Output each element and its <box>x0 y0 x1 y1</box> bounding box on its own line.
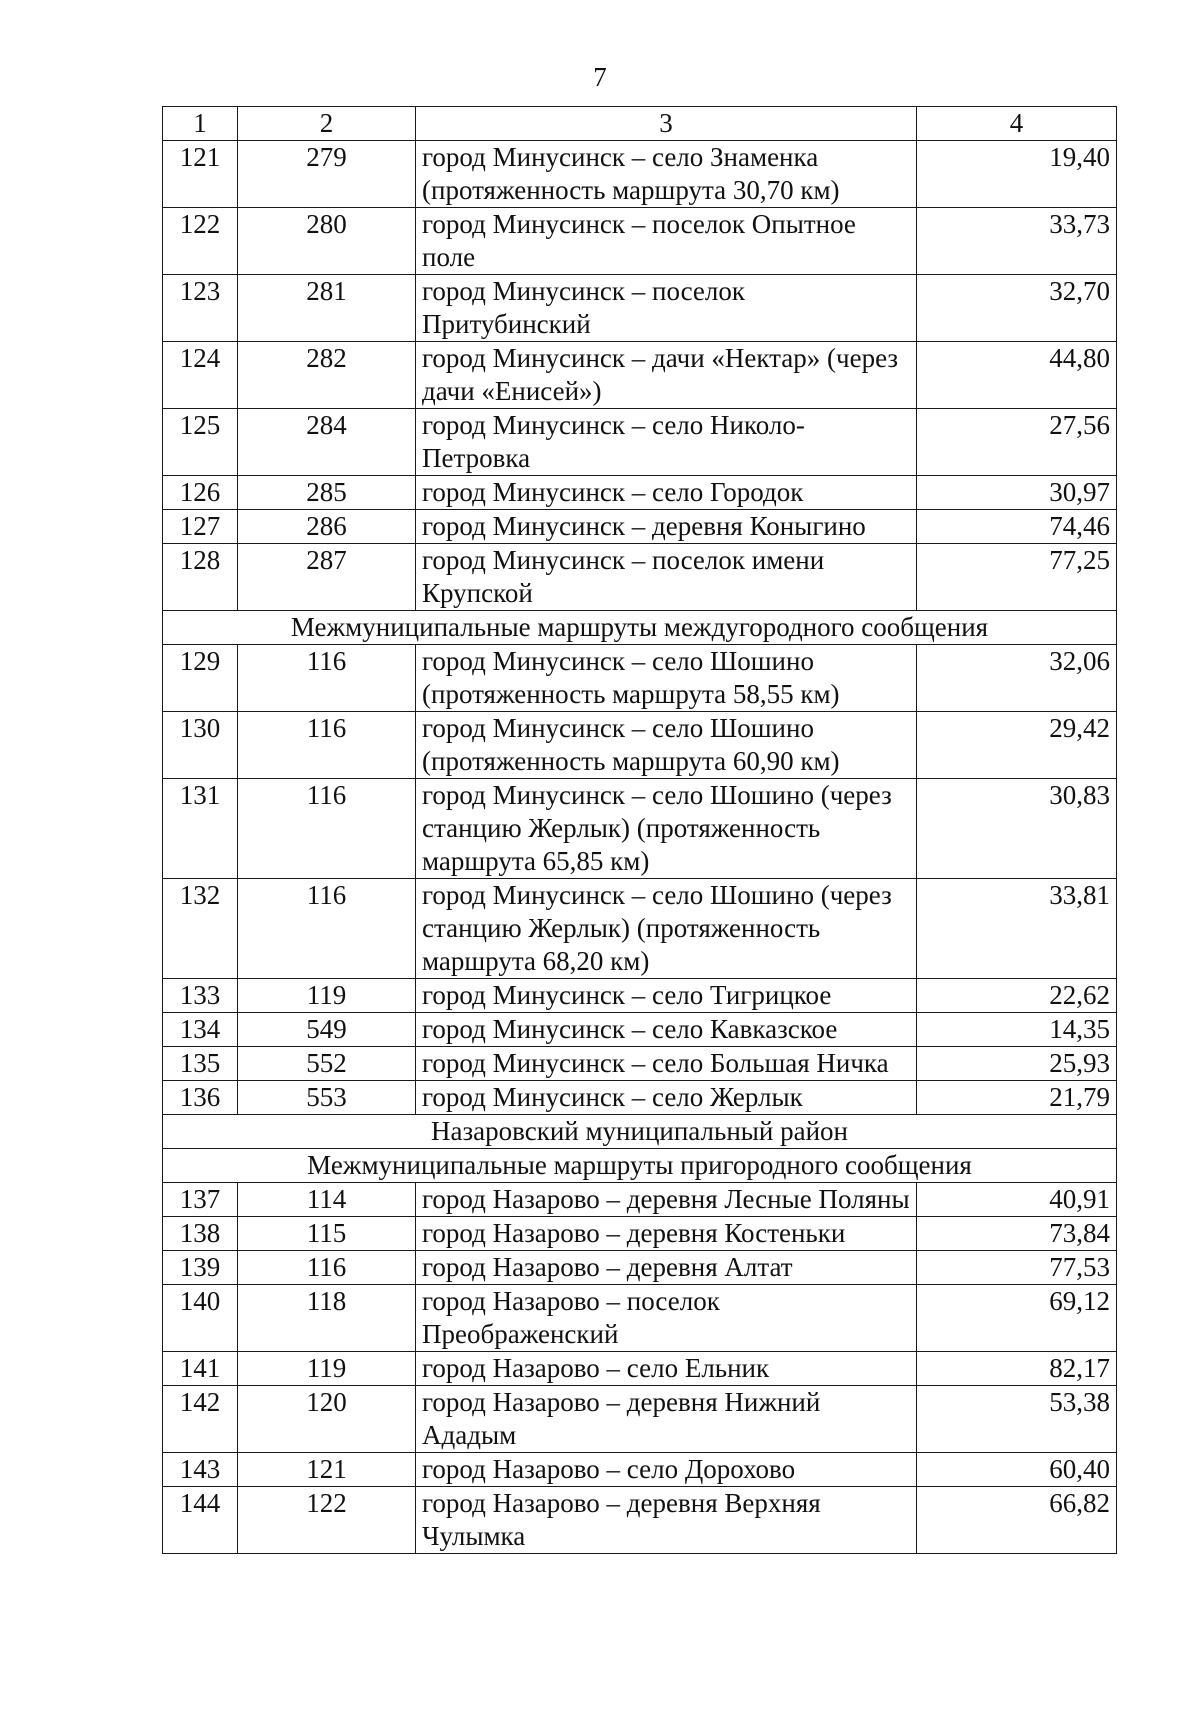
route-name-cell: город Минусинск – село Жерлык <box>416 1081 917 1115</box>
table-row <box>163 544 1117 611</box>
section-title: Межмуниципальные маршруты пригородного сообщения <box>163 1149 1117 1183</box>
route-name-cell: город Минусинск – село Кавказское <box>416 1013 917 1047</box>
route-code-cell: 119 <box>238 979 416 1013</box>
route-name-cell: город Минусинск – село Знаменка (протяженность маршрута 30,70 км) <box>416 141 917 208</box>
route-name-cell: город Назарово – деревня Алтат <box>416 1251 917 1285</box>
route-name-cell: город Минусинск – поселок имени Крупской <box>416 544 917 611</box>
table-row <box>163 1352 1117 1386</box>
table-row <box>163 510 1117 544</box>
table-row <box>163 1081 1117 1115</box>
row-number-cell: 122 <box>163 208 238 275</box>
route-code-cell: 121 <box>238 1453 416 1487</box>
row-number-cell: 141 <box>163 1352 238 1386</box>
route-value-cell: 73,84 <box>917 1217 1117 1251</box>
row-number-cell: 138 <box>163 1217 238 1251</box>
route-value-cell: 77,53 <box>917 1251 1117 1285</box>
table-row <box>163 645 1117 712</box>
table-row <box>163 1251 1117 1285</box>
route-value-cell: 22,62 <box>917 979 1117 1013</box>
route-code-cell: 118 <box>238 1285 416 1352</box>
routes-table <box>162 106 1117 1554</box>
header-cell-1: 1 <box>163 107 238 141</box>
row-number-cell: 133 <box>163 979 238 1013</box>
route-value-cell: 30,97 <box>917 476 1117 510</box>
route-code-cell: 284 <box>238 409 416 476</box>
row-number-cell: 127 <box>163 510 238 544</box>
route-name-cell: город Минусинск – село Шошино (через станцию Жерлык) (протяженность маршрута 68,20 км) <box>416 879 917 979</box>
table-row <box>163 1013 1117 1047</box>
route-code-cell: 114 <box>238 1183 416 1217</box>
route-code-cell: 287 <box>238 544 416 611</box>
route-value-cell: 14,35 <box>917 1013 1117 1047</box>
route-value-cell: 33,81 <box>917 879 1117 979</box>
route-name-cell: город Назарово – поселок Преображенский <box>416 1285 917 1352</box>
route-code-cell: 119 <box>238 1352 416 1386</box>
row-number-cell: 137 <box>163 1183 238 1217</box>
table-row <box>163 275 1117 342</box>
route-code-cell: 549 <box>238 1013 416 1047</box>
row-number-cell: 143 <box>163 1453 238 1487</box>
route-name-cell: город Минусинск – село Шошино (протяженность маршрута 60,90 км) <box>416 712 917 779</box>
page-number: 7 <box>593 62 607 92</box>
row-number-cell: 136 <box>163 1081 238 1115</box>
table-row <box>163 879 1117 979</box>
route-name-cell: город Назарово – село Ельник <box>416 1352 917 1386</box>
route-code-cell: 120 <box>238 1386 416 1453</box>
route-code-cell: 116 <box>238 1251 416 1285</box>
row-number-cell: 123 <box>163 275 238 342</box>
route-value-cell: 69,12 <box>917 1285 1117 1352</box>
table-row <box>163 1217 1117 1251</box>
route-code-cell: 279 <box>238 141 416 208</box>
row-number-cell: 128 <box>163 544 238 611</box>
route-value-cell: 21,79 <box>917 1081 1117 1115</box>
section-title: Назаровский муниципальный район <box>163 1115 1117 1149</box>
row-number-cell: 121 <box>163 141 238 208</box>
route-value-cell: 40,91 <box>917 1183 1117 1217</box>
route-value-cell: 27,56 <box>917 409 1117 476</box>
route-value-cell: 25,93 <box>917 1047 1117 1081</box>
table-row <box>163 712 1117 779</box>
route-code-cell: 115 <box>238 1217 416 1251</box>
route-code-cell: 286 <box>238 510 416 544</box>
row-number-cell: 129 <box>163 645 238 712</box>
row-number-cell: 131 <box>163 779 238 879</box>
route-name-cell: город Назарово – село Дорохово <box>416 1453 917 1487</box>
table-row <box>163 779 1117 879</box>
header-cell-2: 2 <box>238 107 416 141</box>
route-value-cell: 29,42 <box>917 712 1117 779</box>
row-number-cell: 132 <box>163 879 238 979</box>
table-row <box>163 208 1117 275</box>
route-name-cell: город Назарово – деревня Костеньки <box>416 1217 917 1251</box>
route-code-cell: 280 <box>238 208 416 275</box>
route-name-cell: город Назарово – деревня Верхняя Чулымка <box>416 1487 917 1554</box>
table-row <box>163 979 1117 1013</box>
route-value-cell: 30,83 <box>917 779 1117 879</box>
route-value-cell: 33,73 <box>917 208 1117 275</box>
route-name-cell: город Назарово – деревня Лесные Поляны <box>416 1183 917 1217</box>
section-title: Межмуниципальные маршруты междугородного сообщения <box>163 611 1117 645</box>
route-name-cell: город Минусинск – село Тигрицкое <box>416 979 917 1013</box>
row-number-cell: 130 <box>163 712 238 779</box>
route-name-cell: город Минусинск – деревня Коныгино <box>416 510 917 544</box>
table-row <box>163 476 1117 510</box>
route-name-cell: город Минусинск – село Городок <box>416 476 917 510</box>
route-name-cell: город Минусинск – село Шошино (протяженность маршрута 58,55 км) <box>416 645 917 712</box>
row-number-cell: 142 <box>163 1386 238 1453</box>
route-value-cell: 32,06 <box>917 645 1117 712</box>
route-value-cell: 19,40 <box>917 141 1117 208</box>
table-row <box>163 1487 1117 1554</box>
route-value-cell: 74,46 <box>917 510 1117 544</box>
section-row <box>163 611 1117 645</box>
routes-table-body <box>163 107 1117 1554</box>
route-value-cell: 82,17 <box>917 1352 1117 1386</box>
table-row <box>163 1047 1117 1081</box>
route-code-cell: 116 <box>238 712 416 779</box>
route-code-cell: 552 <box>238 1047 416 1081</box>
route-name-cell: город Минусинск – дачи «Нектар» (через дачи «Енисей») <box>416 342 917 409</box>
row-number-cell: 140 <box>163 1285 238 1352</box>
route-code-cell: 553 <box>238 1081 416 1115</box>
route-value-cell: 32,70 <box>917 275 1117 342</box>
route-name-cell: город Минусинск – поселок Опытное поле <box>416 208 917 275</box>
row-number-cell: 144 <box>163 1487 238 1554</box>
route-code-cell: 116 <box>238 779 416 879</box>
table-row <box>163 1285 1117 1352</box>
table-row <box>163 1386 1117 1453</box>
route-code-cell: 122 <box>238 1487 416 1554</box>
route-code-cell: 282 <box>238 342 416 409</box>
table-row <box>163 1183 1117 1217</box>
route-name-cell: город Минусинск – село Большая Ничка <box>416 1047 917 1081</box>
route-value-cell: 66,82 <box>917 1487 1117 1554</box>
route-code-cell: 116 <box>238 879 416 979</box>
table-row <box>163 1453 1117 1487</box>
route-code-cell: 281 <box>238 275 416 342</box>
row-number-cell: 124 <box>163 342 238 409</box>
route-name-cell: город Назарово – деревня Нижний Ададым <box>416 1386 917 1453</box>
row-number-cell: 135 <box>163 1047 238 1081</box>
header-cell-4: 4 <box>917 107 1117 141</box>
header-cell-3: 3 <box>416 107 917 141</box>
row-number-cell: 125 <box>163 409 238 476</box>
route-name-cell: город Минусинск – село Шошино (через станцию Жерлык) (протяженность маршрута 65,85 км) <box>416 779 917 879</box>
route-value-cell: 77,25 <box>917 544 1117 611</box>
section-row <box>163 1149 1117 1183</box>
route-name-cell: город Минусинск – село Николо-Петровка <box>416 409 917 476</box>
route-value-cell: 44,80 <box>917 342 1117 409</box>
table-header-row <box>163 107 1117 141</box>
section-row <box>163 1115 1117 1149</box>
row-number-cell: 139 <box>163 1251 238 1285</box>
table-row <box>163 409 1117 476</box>
row-number-cell: 134 <box>163 1013 238 1047</box>
route-value-cell: 53,38 <box>917 1386 1117 1453</box>
table-row <box>163 141 1117 208</box>
table-row <box>163 342 1117 409</box>
route-code-cell: 285 <box>238 476 416 510</box>
route-name-cell: город Минусинск – поселок Притубинский <box>416 275 917 342</box>
row-number-cell: 126 <box>163 476 238 510</box>
route-code-cell: 116 <box>238 645 416 712</box>
route-value-cell: 60,40 <box>917 1453 1117 1487</box>
